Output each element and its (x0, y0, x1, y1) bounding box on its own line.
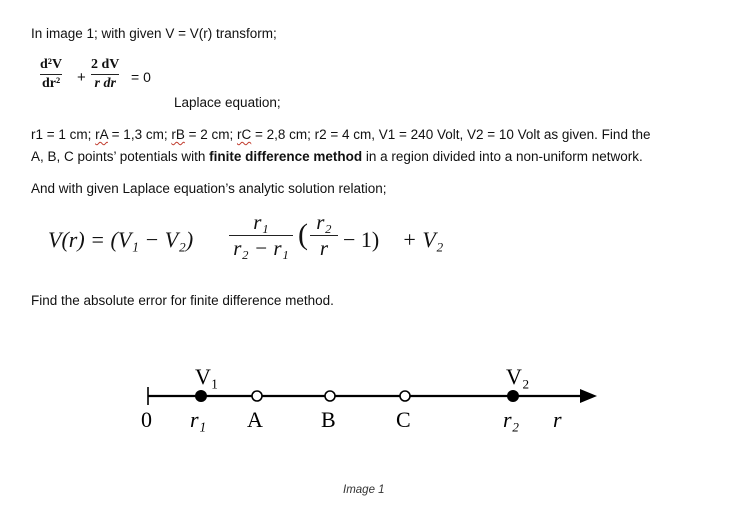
given-rc-label: rC (236, 127, 252, 142)
eq1-term1-num: d²V (40, 57, 63, 72)
eq2-frac2-num: r₂ (316, 210, 332, 234)
label-v1: V₁ (195, 364, 219, 389)
label-r2: r₂ (503, 407, 520, 432)
point-r2 (507, 390, 519, 402)
given-ra-value: = 1,3 cm; (107, 127, 172, 142)
given-rb-value: = 2 cm; (184, 127, 237, 142)
given-line2-start: A, B, C points’ potentials with (31, 149, 210, 164)
eq2-minus-one: − 1) (343, 227, 380, 252)
figure-caption: Image 1 (343, 484, 385, 496)
given-line2-end: in a region divided into a non-uniform network. (362, 149, 643, 164)
eq2-frac1-num: r₁ (253, 210, 269, 234)
point-r1 (195, 390, 207, 402)
eq1-term2-den: r dr (94, 76, 116, 91)
label-a: A (247, 407, 263, 432)
eq2-paren-open: ( (298, 218, 308, 251)
eq1-rhs: = 0 (131, 69, 151, 85)
eq2-frac1-den: r₂ − r₁ (233, 236, 289, 260)
given-rb-label: rB (171, 127, 185, 142)
eq2-lhs: V(r) = (V₁ − V₂) (48, 227, 194, 252)
label-b: B (321, 407, 336, 432)
eq1-term1-den: dr² (41, 76, 61, 91)
question-text: Find the absolute error for finite difference method. (31, 293, 334, 308)
laplace-label: Laplace equation; (174, 95, 281, 110)
eq2-tail: + V₂ (402, 227, 444, 252)
label-c: C (396, 407, 411, 432)
label-r: r (553, 407, 562, 432)
point-c (400, 391, 410, 401)
given-method: finite difference method (209, 149, 363, 164)
axis-arrowhead (580, 389, 597, 403)
given-rest: = 2,8 cm; r2 = 4 cm, V1 = 240 Volt, V2 = 10 Volt as given. Find the (251, 127, 651, 142)
eq2-frac2-den: r (319, 236, 329, 260)
label-v2: V₂ (506, 364, 530, 389)
eq1-term2-num: 2 dV (91, 57, 120, 72)
eq1-plus: + (77, 69, 86, 86)
analytic-intro: And with given Laplace equation’s analytic solution relation; (31, 181, 387, 196)
point-b (325, 391, 335, 401)
point-a (252, 391, 262, 401)
label-zero: 0 (141, 407, 152, 432)
given-ra-label: rA (95, 127, 108, 142)
given-r1: r1 = 1 cm; (31, 127, 96, 142)
label-r1: r₁ (190, 407, 207, 432)
intro-text: In image 1; with given V = V(r) transform; (31, 26, 277, 41)
